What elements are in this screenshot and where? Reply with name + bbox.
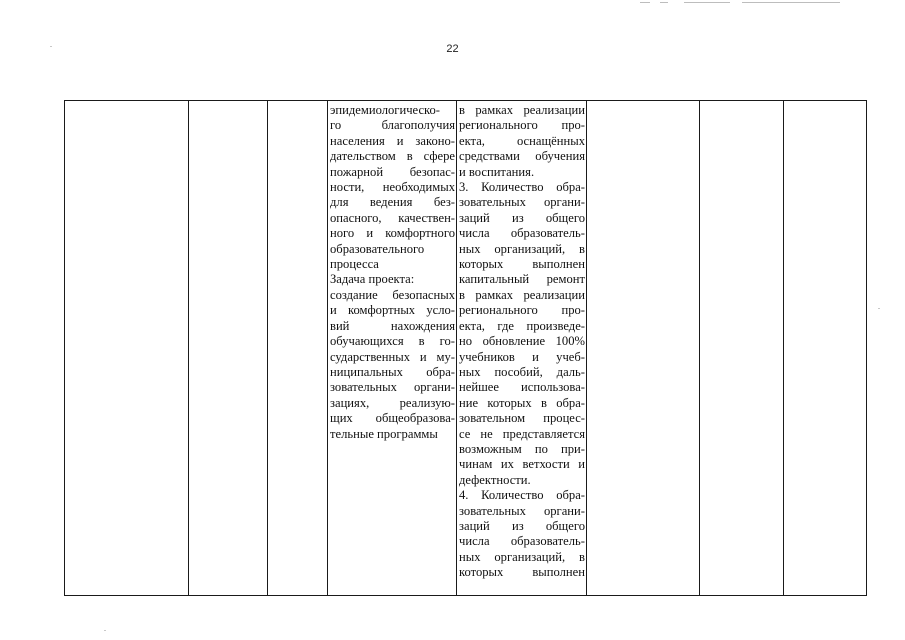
indicator-line: числа образователь- [459,534,585,549]
project-goal-line: процесса [330,257,379,272]
table-row [65,101,867,596]
indicator-line: зовательных органи- [459,503,585,518]
indicator-line: которых выполнен [459,257,585,272]
indicator-line: 3. Количество обра- [459,180,585,195]
indicator-line: заций из общего [459,518,585,533]
project-goal-line: пожарной безопас- [330,164,455,179]
project-goal-line: населения и законо- [330,133,455,148]
scan-speck [104,630,106,631]
scan-mark [684,2,730,3]
table-cell-col1 [65,101,189,596]
project-goal-line: вий нахождения [330,318,455,333]
project-goal-line: для ведения без- [330,195,455,210]
project-goal-line: сударственных и му- [330,349,455,364]
indicator-line: ных пособий, даль- [459,364,585,379]
indicator-line: в рамках реализации [459,103,585,117]
indicator-line: ных организаций, в [459,241,585,256]
indicator-line: 4. Количество обра- [459,488,585,503]
project-goal-line: щих общеобразова- [330,411,455,426]
scan-mark [660,2,668,3]
indicator-line: екта, оснащённых [459,133,585,148]
project-goal-line: го благополучия [330,118,455,133]
project-goal-line: и комфортных усло- [330,303,455,318]
project-goal-line: ного и комфортного [330,226,455,241]
indicator-line: нейшее использова- [459,380,585,395]
project-goal-line: эпидемиологическо- [330,103,441,117]
indicator-line: но обновление 100% [459,334,585,349]
indicator-line: дефектности. [459,472,531,487]
indicator-line: регионального про- [459,303,585,318]
indicator-line: зовательных органи- [459,195,585,210]
project-goal-line: дательством в сфере [330,149,455,164]
indicator-line: возможным по при- [459,441,585,456]
project-goal-line: зовательных органи- [330,380,455,395]
table-cell-col6 [587,101,700,596]
project-goal-line: опасного, качествен- [330,210,455,225]
project-goal-line: Задача проекта: [330,272,415,287]
project-goal-text [330,103,455,442]
table-cell-col3 [268,101,328,596]
indicator-line: чинам их ветхости и [459,457,585,472]
indicator-line: ных организаций, в [459,549,585,564]
scan-speck [878,308,880,309]
scan-mark [640,2,650,3]
project-goal-line: ниципальных обра- [330,364,455,379]
indicator-line: капитальный ремонт [459,272,585,287]
indicator-line: се не представляется [459,426,585,441]
indicator-line: зовательном процес- [459,411,585,426]
table-cell-col2 [189,101,268,596]
project-goal-line: зациях, реализую- [330,395,455,410]
project-goal-line: тельные программы [330,426,438,441]
page-number: 22 [446,43,459,55]
indicator-line: в рамках реализации [459,287,585,302]
table-cell-col8 [784,101,867,596]
project-goal-line: обучающихся в го- [330,334,455,349]
scan-mark [742,2,840,3]
project-goal-line: образовательного [330,241,425,256]
indicator-line: екта, где произведе- [459,318,585,333]
indicator-line: и воспитания. [459,164,535,179]
indicator-line: ние которых в обра- [459,395,585,410]
indicator-line: средствами обучения [459,149,585,164]
table-cell-project-goal [328,101,457,596]
indicator-line: заций из общего [459,210,585,225]
indicator-line: учебников и учеб- [459,349,585,364]
project-goal-line: ности, необходимых [330,180,455,195]
table-cell-indicators [457,101,587,596]
indicator-line: которых выполнен [459,565,585,580]
indicators-text [459,103,585,581]
indicator-line: регионального про- [459,118,585,133]
indicator-line: числа образователь- [459,226,585,241]
document-table [64,100,867,596]
project-goal-line: создание безопасных [330,287,455,302]
table-cell-col7 [700,101,784,596]
